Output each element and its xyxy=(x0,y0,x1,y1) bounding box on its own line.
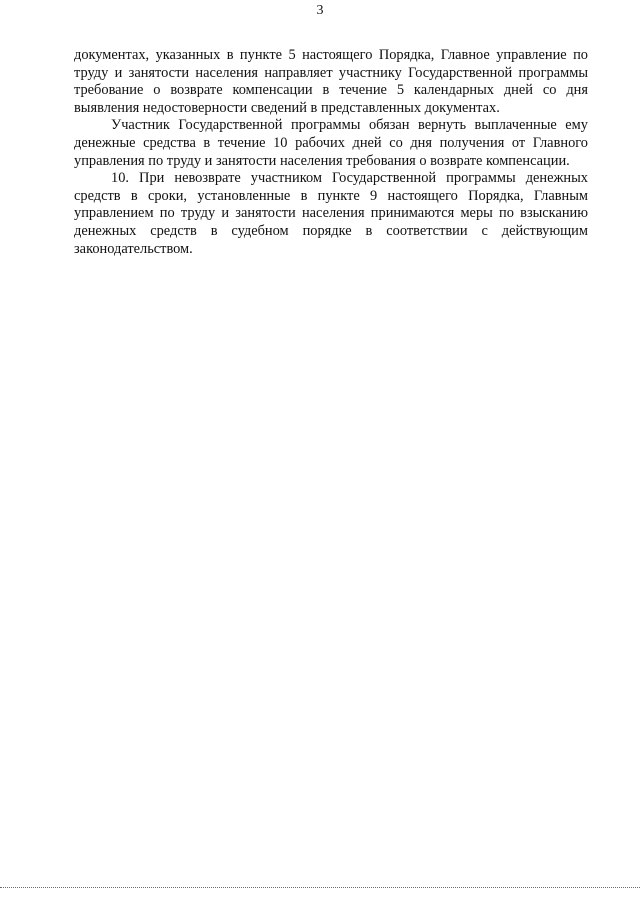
scan-edge-line xyxy=(0,887,640,888)
paragraph-refund-obligation: Участник Государственной программы обязан вернуть выплаченные ему денежные средства в течение 10 рабочих дней со дня получения от Главного управления по труду и занятости населения требования о возврате компенсации. xyxy=(74,117,588,169)
page-number: 3 xyxy=(316,3,324,18)
document-body xyxy=(74,47,588,258)
paragraph-item-10: 10. При невозврате участником Государственной программы денежных средств в сроки, установленные в пункте 9 настоящего Порядка, Главным управлением по труду и занятости населения принимаются меры по взысканию денежных средств в судебном порядке в соответствии с действующим законодательством. xyxy=(74,170,588,257)
paragraph-continuation: документах, указанных в пункте 5 настоящего Порядка, Главное управление по труду и занятости населения направляет участнику Государственной программы требование о возврате компенсации в течение 5 календарных дней со дня выявления недостоверности сведений в представленных документах. xyxy=(74,47,588,116)
